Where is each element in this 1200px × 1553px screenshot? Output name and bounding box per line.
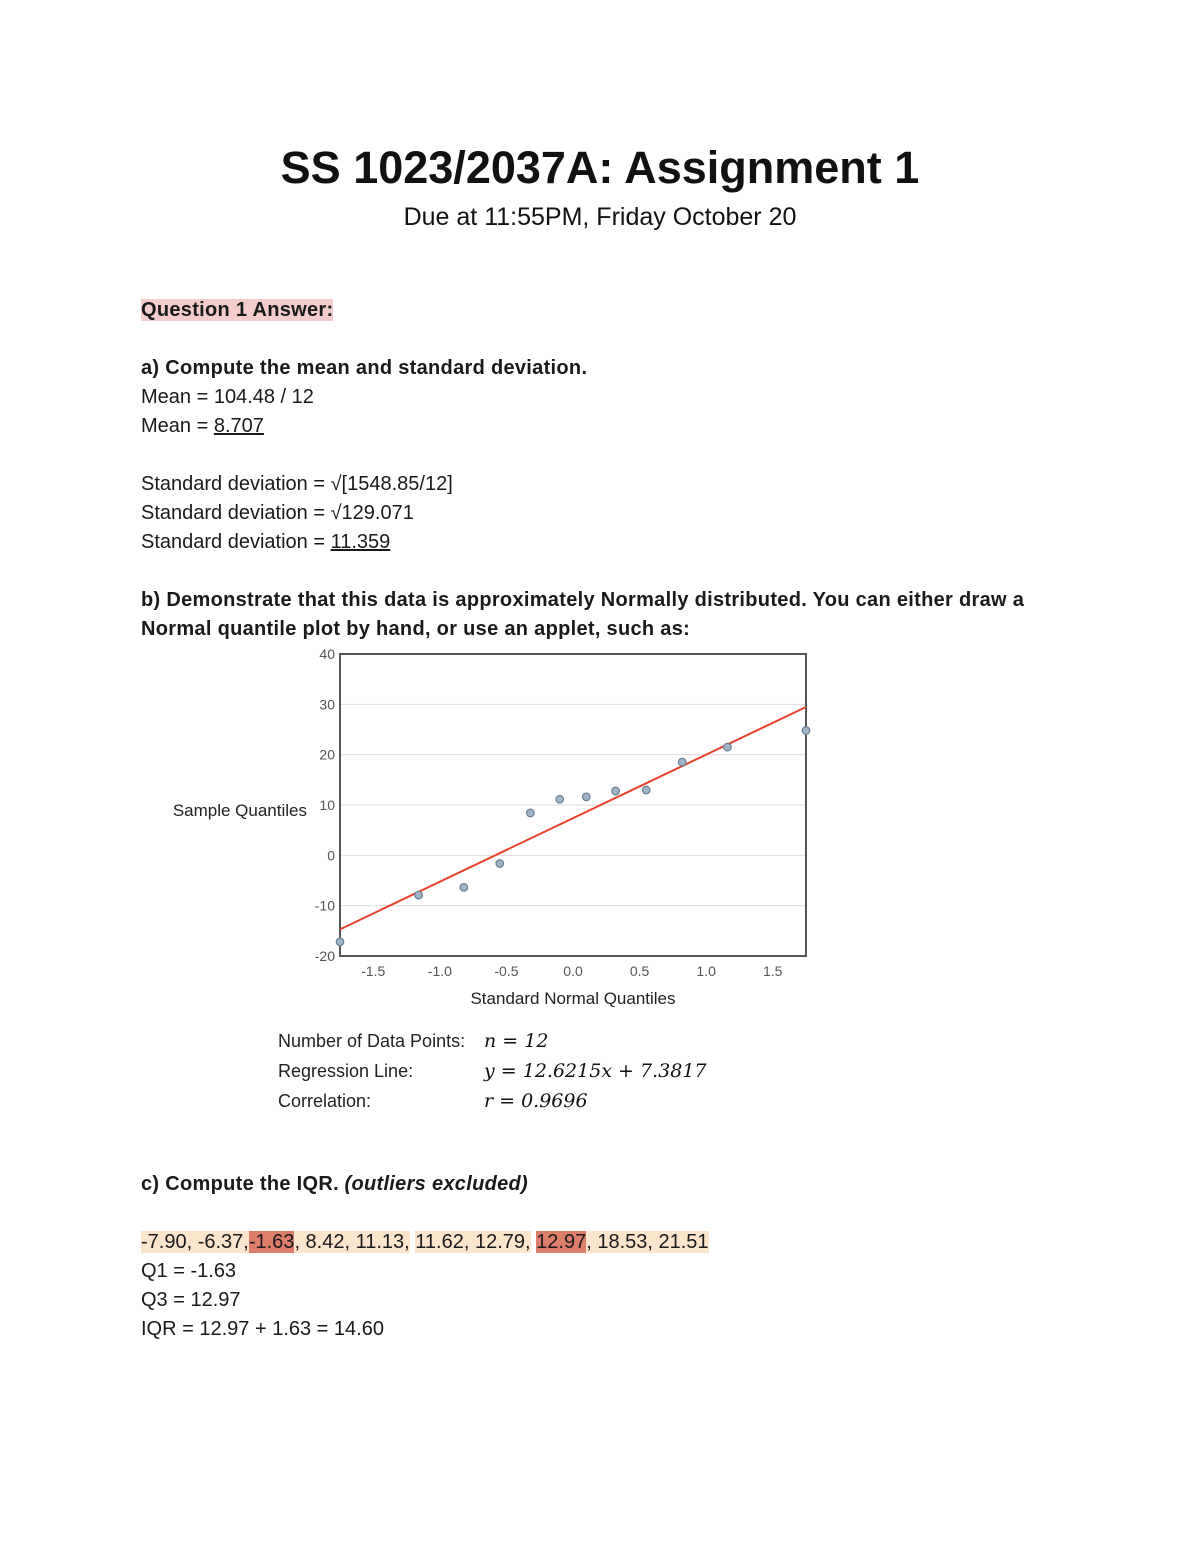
part-c-prompt	[141, 1170, 1071, 1199]
data-segment-light: -7.90, -6.37,	[141, 1231, 249, 1253]
mean-value: 8.707	[213, 415, 264, 437]
iqr-line: IQR = 12.97 + 1.63 = 14.60	[141, 1318, 384, 1340]
regression-line	[340, 707, 806, 929]
data-point	[678, 758, 686, 766]
sd-prefix: Standard deviation =	[141, 531, 331, 553]
part-a-prompt: a) Compute the mean and standard deviation.	[141, 357, 588, 379]
mean-prefix: Mean =	[141, 415, 214, 437]
data-segment-light: , 18.53, 21.51	[586, 1231, 709, 1253]
data-point	[802, 727, 810, 735]
sd-line-2: Standard deviation = √129.071	[141, 502, 414, 524]
x-tick-label: 1.5	[762, 963, 783, 979]
y-tick-label: 20	[319, 746, 335, 763]
data-point	[724, 743, 732, 751]
q3-line: Q3 = 12.97	[141, 1289, 241, 1311]
sd-value: 11.359	[330, 531, 391, 553]
mean-line-1: Mean = 104.48 / 12	[141, 386, 314, 408]
sorted-data-line	[141, 1228, 1071, 1257]
regression-value: y = 12.6215x + 7.3817	[484, 1060, 707, 1082]
regression-label: Regression Line:	[278, 1061, 414, 1081]
y-tick-label: -10	[314, 897, 335, 914]
x-axis-label: Standard Normal Quantiles	[470, 989, 676, 1008]
data-point	[583, 793, 591, 801]
data-point	[612, 787, 620, 795]
data-segment-light: , 8.42, 11.13,	[294, 1231, 410, 1253]
data-point	[496, 860, 504, 868]
data-segment-dark: -1.63	[248, 1231, 295, 1253]
part-b-prompt: b) Demonstrate that this data is approximately Normally distributed. You can either draw a Normal quantile plot by hand, or use an applet, such as:	[141, 589, 1025, 640]
x-tick-label: -0.5	[494, 963, 519, 979]
data-point	[415, 891, 423, 899]
y-tick-label: 0	[327, 847, 335, 864]
part-c-note: (outliers excluded)	[344, 1173, 529, 1195]
x-tick-label: 0.5	[629, 963, 650, 979]
correlation-value: r = 0.9696	[484, 1090, 588, 1112]
qq-chart-svg	[141, 644, 841, 1019]
x-tick-label: 0.0	[563, 963, 583, 979]
data-point	[642, 786, 650, 794]
data-segment-dark: 12.97	[536, 1231, 587, 1253]
mean-line-2	[141, 412, 1071, 441]
part-c-label: c) Compute the IQR.	[141, 1173, 339, 1195]
n-label: Number of Data Points:	[278, 1031, 466, 1051]
question-1-heading: Question 1 Answer:	[141, 299, 334, 321]
x-tick-label: -1.0	[427, 963, 452, 979]
n-value: n = 12	[484, 1030, 549, 1052]
data-point	[556, 796, 564, 804]
data-point	[336, 938, 344, 946]
q1-line: Q1 = -1.63	[141, 1260, 237, 1282]
regression-stats	[278, 1026, 707, 1116]
due-date: Due at 11:55PM, Friday October 20	[403, 203, 797, 231]
sd-line-3	[141, 528, 1071, 557]
x-tick-label: 1.0	[696, 963, 716, 979]
normal-quantile-plot	[141, 644, 1071, 1170]
y-tick-label: -20	[314, 948, 335, 964]
correlation-label: Correlation:	[278, 1091, 372, 1111]
question-1-section	[141, 296, 1071, 1344]
y-axis-label: Sample Quantiles	[172, 801, 307, 820]
x-tick-label: -1.5	[361, 963, 386, 979]
y-tick-label: 10	[319, 797, 335, 813]
data-segment-light: 11.62, 12.79,	[415, 1231, 531, 1253]
y-tick-label: 40	[319, 646, 335, 662]
document-title: SS 1023/2037A: Assignment 1	[280, 142, 920, 193]
data-point	[527, 809, 535, 817]
sd-line-1: Standard deviation = √[1548.85/12]	[141, 473, 453, 495]
data-point	[460, 884, 468, 892]
y-tick-label: 30	[319, 696, 335, 713]
